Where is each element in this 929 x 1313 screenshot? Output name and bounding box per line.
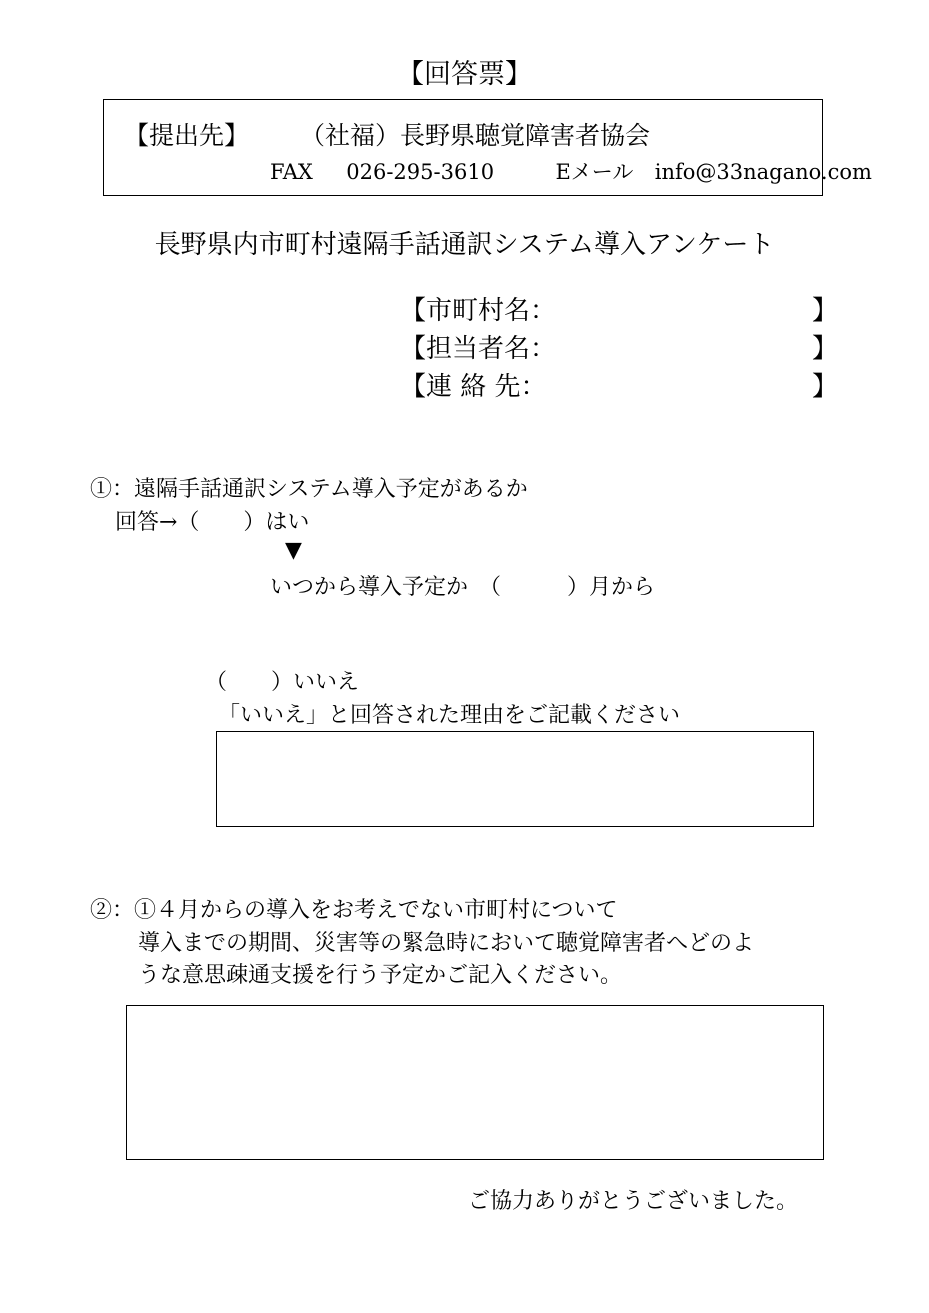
submission-label: 【提出先】 [124, 121, 250, 150]
form-title: 【回答票】 [397, 59, 532, 90]
fax-label: FAX [270, 160, 313, 184]
contact-close-bracket: 】 [812, 372, 839, 402]
thanks-message: ご協力ありがとうございました。 [468, 1189, 799, 1214]
contact-label: 【連 絡 先： [400, 372, 547, 402]
person-label: 【担当者名： [400, 334, 557, 364]
q1-question: ①：遠隔手話通訳システム導入予定があるか [90, 477, 528, 502]
email-label: Eメール [555, 160, 634, 184]
q1-no-option[interactable]: （ ）いいえ [205, 670, 360, 695]
q1-yes-option[interactable]: 回答→（ ）はい [115, 510, 310, 535]
email-address: info@33nagano.com [654, 160, 872, 184]
q1-when-question[interactable]: いつから導入予定か （ ）月から [270, 575, 656, 600]
q2-line3: うな意思疎通支援を行う予定かご記入ください。 [138, 963, 623, 988]
down-arrow-icon: ▼ [285, 538, 302, 563]
q1-reason-input[interactable] [216, 731, 814, 827]
q2-answer-input[interactable] [126, 1005, 824, 1160]
municipality-close-bracket: 】 [812, 296, 839, 326]
survey-title: 長野県内市町村遠隔手話通訳システム導入アンケート [154, 230, 775, 260]
submission-organization: （社福）長野県聴覚障害者協会 [300, 121, 651, 150]
submission-contact-line [270, 156, 872, 186]
person-close-bracket: 】 [812, 334, 839, 364]
q1-reason-prompt: 「いいえ」と回答された理由をご記載ください [218, 703, 681, 728]
municipality-label: 【市町村名： [400, 296, 557, 326]
q2-line1: ②：①４月からの導入をお考えでない市町村について [90, 898, 618, 923]
q2-line2: 導入までの期間、災害等の緊急時において聴覚障害者へどのよ [138, 931, 755, 956]
fax-number: 026-295-3610 [346, 160, 495, 184]
